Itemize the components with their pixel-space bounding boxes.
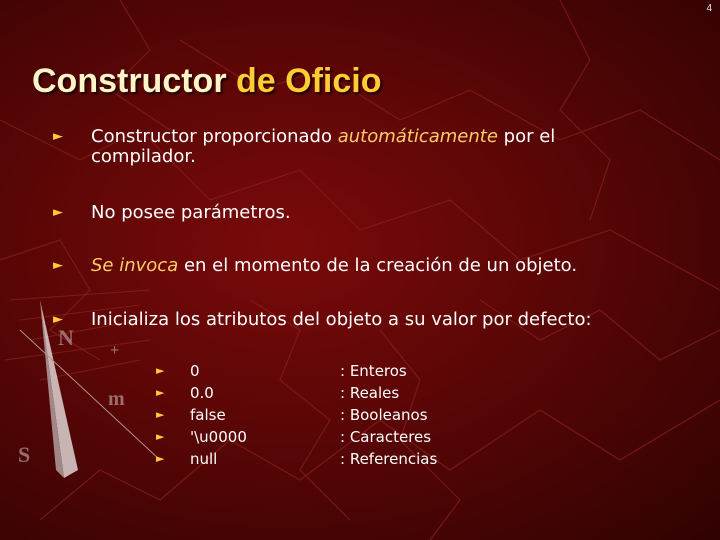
bullet-text: Se invoca en el momento de la creación de un objeto. <box>91 255 578 276</box>
default-value: '\u0000 <box>190 428 247 446</box>
svg-text:N: N <box>58 325 74 350</box>
default-types-list <box>340 360 437 470</box>
page-number: 4 <box>706 3 712 14</box>
title-part-1: Constructor <box>32 62 227 100</box>
svg-text:m: m <box>108 388 125 410</box>
slide-title <box>32 62 381 101</box>
bullet-text: Constructor proporcionado automáticamente por el compilador. <box>91 126 556 167</box>
default-type: : Reales <box>340 384 400 402</box>
triangle-right-icon: ► <box>53 129 63 144</box>
triangle-right-icon: ► <box>156 386 165 399</box>
default-value: null <box>190 450 218 468</box>
triangle-right-icon: ► <box>53 258 63 273</box>
triangle-right-icon: ► <box>156 408 165 421</box>
default-value: 0 <box>190 362 200 380</box>
triangle-right-icon: ► <box>156 430 165 443</box>
default-type: : Enteros <box>340 362 407 380</box>
bullet-text: No posee parámetros. <box>91 202 291 223</box>
triangle-right-icon: ► <box>156 452 165 465</box>
default-value: 0.0 <box>190 384 214 402</box>
title-part-2: de Oficio <box>236 62 382 100</box>
bullet-text: Inicializa los atributos del objeto a su valor por defecto: <box>91 309 592 330</box>
default-type: : Booleanos <box>340 406 428 424</box>
triangle-right-icon: ► <box>53 312 63 327</box>
svg-text:+: + <box>110 342 120 359</box>
default-value: false <box>190 406 226 424</box>
svg-text:S: S <box>18 442 31 467</box>
triangle-right-icon: ► <box>53 205 63 220</box>
default-type: : Referencias <box>340 450 438 468</box>
default-type: : Caracteres <box>340 428 432 446</box>
triangle-right-icon: ► <box>156 364 165 377</box>
